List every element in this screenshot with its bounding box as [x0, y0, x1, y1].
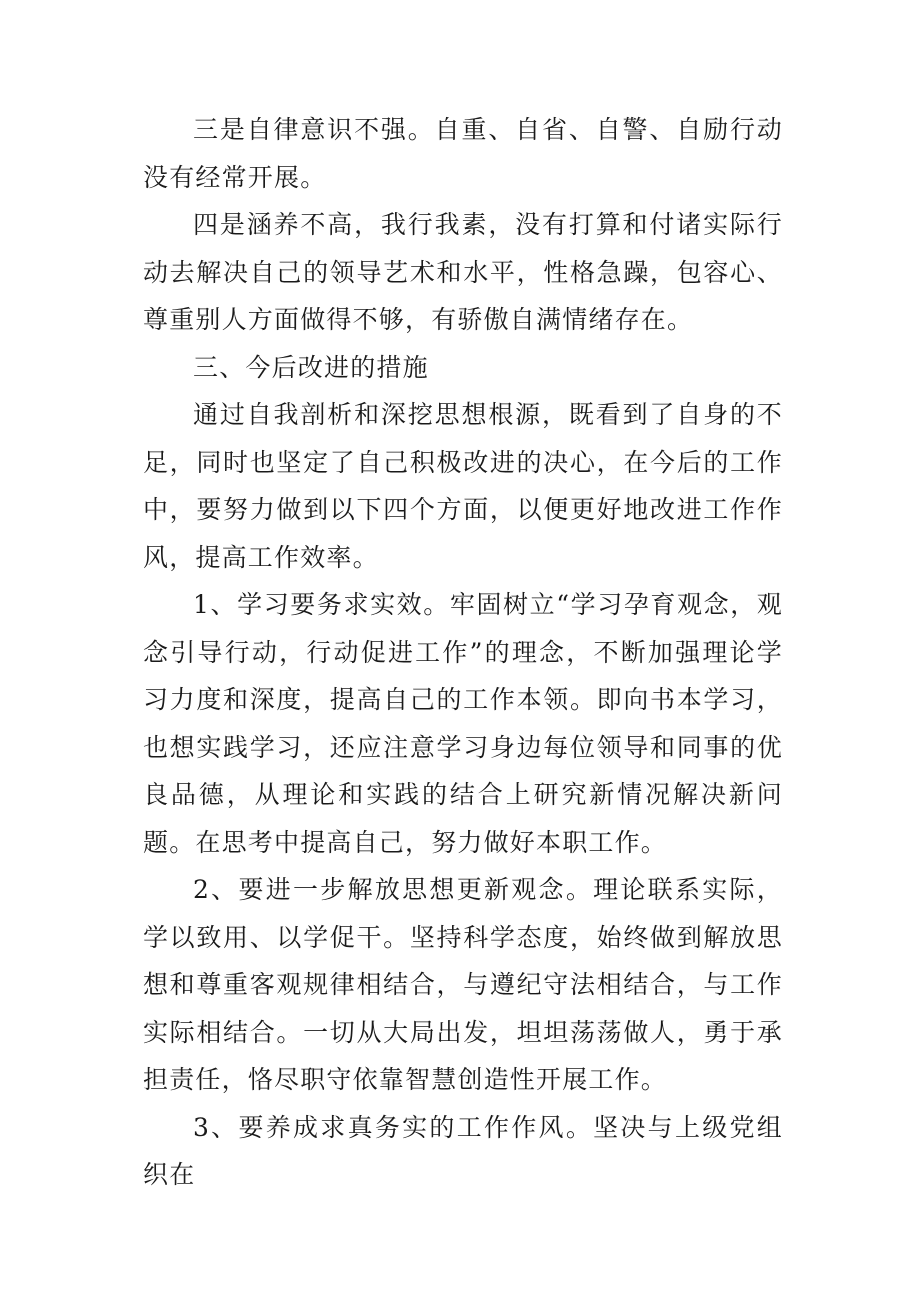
paragraph-self-discipline: 三是自律意识不强。自重、自省、自警、自励行动没有经常开展。 — [143, 115, 783, 192]
paragraph-measure-3: 3、要养成求真务实的工作作风。坚决与上级党组织在 — [143, 1112, 783, 1189]
paragraph-measure-2: 2、要进一步解放思想更新观念。理论联系实际，学以致用、以学促干。坚持科学态度，始终做到解放思想和尊重客观规律相结合，与遵纪守法相结合，与工作实际相结合。一切从大局出发，坦坦荡荡做人，勇于承担责任，恪尽职守依靠智慧创造性开展工作。 — [143, 875, 783, 1094]
paragraph-introduction: 通过自我剖析和深挖思想根源，既看到了自身的不足，同时也坚定了自己积极改进的决心，在今后的工作中，要努力做到以下四个方面，以便更好地改进工作作风，提高工作效率。 — [143, 400, 783, 572]
section-heading-improvement-measures: 三、今后改进的措施 — [193, 352, 429, 382]
document-body — [143, 106, 783, 1199]
paragraph-self-cultivation: 四是涵养不高，我行我素，没有打算和付诸实际行动去解决自己的领导艺术和水平，性格急躁，包容心、尊重别人方面做得不够，有骄傲自满情绪存在。 — [143, 210, 783, 334]
paragraph-measure-1: 1、学习要务求实效。牢固树立“学习孕育观念，观念引导行动，行动促进工作”的理念，不断加强理论学习力度和深度，提高自己的工作本领。即向书本学习，也想实践学习，还应注意学习身边每位领导和同事的优良品德，从理论和实践的结合上研究新情况解决新问题。在思考中提高自己，努力做好本职工作。 — [143, 590, 783, 857]
